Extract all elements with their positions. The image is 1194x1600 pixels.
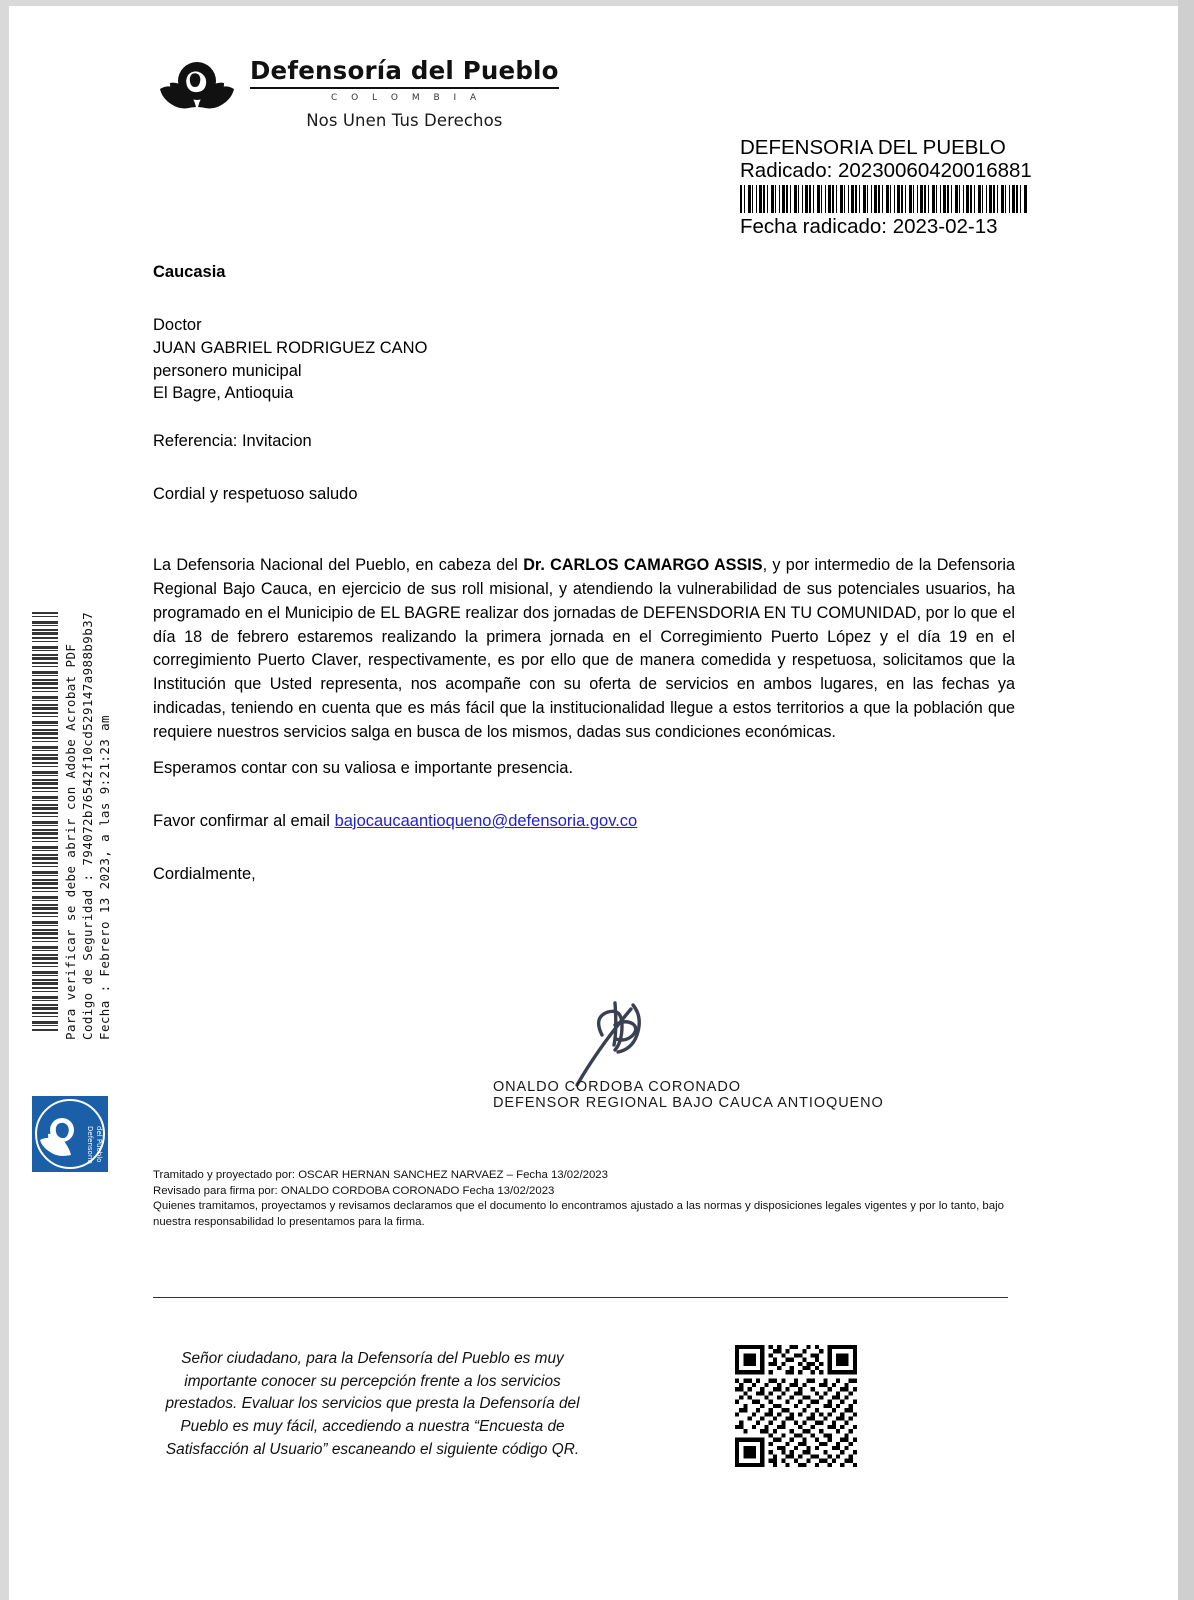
defensoria-seal-stamp-icon [32, 1096, 108, 1172]
paragraph-highlight-name: Dr. CARLOS CAMARGO ASSIS [523, 556, 763, 575]
letter-closing-line: Esperamos contar con su valiosa e importante presencia. [153, 759, 574, 777]
footer-divider [153, 1297, 1008, 1298]
letterhead-slogan: Nos Unen Tus Derechos [306, 110, 503, 130]
qr-code-icon[interactable] [735, 1345, 857, 1467]
processing-notes [153, 1168, 1013, 1231]
letterhead-title: Defensoría del Pueblo [250, 58, 559, 89]
recipient-place: El Bagre, Antioquia [153, 384, 294, 403]
page-edge-left [0, 0, 9, 1600]
sidebar-security-code: Codigo de Seguridad : 794072b76542f10cd529147a988b9b37 [80, 612, 95, 1040]
email-prefix-text: Favor confirmar al email [153, 812, 335, 830]
radicado-stamp [740, 136, 1030, 239]
stamp-radicado-number: Radicado: 20230060420016881 [740, 159, 1032, 183]
signature-name-block [493, 1079, 884, 1111]
sidebar-verify-note: Para verificar se debe abrir con Adobe Acrobat PDF [63, 643, 78, 1040]
signer-name: ONALDO CORDOBA CORONADO [493, 1079, 741, 1095]
svg-text:Defensoria: Defensoria [86, 1126, 94, 1164]
recipient-salutation: Doctor [153, 316, 202, 334]
sidebar-date: Fecha : Febrero 13 2023, a las 9:21:23 am [97, 715, 112, 1040]
page-edge-top [0, 0, 1194, 6]
handwritten-signature-icon [555, 985, 755, 1090]
svg-text:del Pueblo: del Pueblo [95, 1126, 103, 1163]
survey-invitation-text: Señor ciudadano, para la Defensoría del Pueblo es muy importante conocer su percepción frente a los servicios prestados. Evaluar los servicios que presta la Defensoría del Pueblo es muy fácil, accediendo a nuestra “Encuesta de Satisfacción al Usuario” escaneando el siguiente código QR. [165, 1350, 580, 1458]
note-processed-by: Tramitado y proyectado por: OSCAR HERNAN SANCHEZ NARVAEZ – Fecha 13/02/2023 [153, 1169, 608, 1181]
defensoria-crest-icon [158, 59, 236, 121]
paragraph-part-1: La Defensoria Nacional del Pueblo, en cabeza del [153, 556, 524, 575]
signer-title: DEFENSOR REGIONAL BAJO CAUCA ANTIOQUENO [493, 1095, 884, 1112]
stamp-fecha-radicado: Fecha radicado: 2023-02-13 [740, 215, 998, 239]
letter-reference: Referencia: Invitacion [153, 432, 312, 450]
letter-main-paragraph [153, 554, 1015, 745]
paragraph-part-2: , y por intermedio de la Defensoria Regional Bajo Cauca, en ejercicio de sus roll misional, y atendiendo la vulnerabilidad de sus potenciales usuarios, ha programado en el Municipio de EL BAGRE realizar dos jornadas de DEFENSDORIA EN TU COMUNIDAD, por lo que el día 18 de febrero estaremos realizando la primera jornada en el Corregimiento Puerto López y el día 19 en el corregimiento Puerto Claver, respectivamente, es por ello que de manera comedida y respetuosa, solicitamos que la Institución que Usted representa, nos acompañe con su oferta de servicios en ambos lugares, en las fechas ya indicadas, teniendo en cuenta que es más fácil que la institucionalidad llegue a estos territorios a que la población que requiere nuestros servicios salga en busca de los mismos, dadas sus condiciones económicas. [153, 556, 1015, 741]
letter-city: Caucasia [153, 263, 226, 281]
recipient-role: personero municipal [153, 361, 302, 380]
note-declaration: Quienes tramitamos, proyectamos y revisamos declaramos que el documento lo encontramos ajustado a las normas y disposiciones legales vigentes y por lo tanto, bajo nuestra responsabilidad lo presentamos para la firma. [153, 1200, 1004, 1229]
note-reviewed-by: Revisado para firma por: ONALDO CORDOBA CORONADO Fecha 13/02/2023 [153, 1184, 555, 1197]
letter-email-line [153, 812, 637, 831]
page-edge-right [1178, 0, 1194, 1600]
digital-signature-sidebar [32, 612, 114, 1040]
letterhead [158, 55, 559, 130]
recipient-name: JUAN GABRIEL RODRIGUEZ CANO [153, 338, 428, 357]
letter-greeting: Cordial y respetuoso saludo [153, 485, 358, 503]
barcode-icon [740, 185, 1028, 213]
recipient-block [153, 314, 427, 405]
contact-email-link[interactable]: bajocaucaantioqueno@defensoria.gov.co [334, 812, 638, 830]
letterhead-country: C O L O M B I A [330, 92, 482, 103]
stamp-entity: DEFENSORIA DEL PUEBLO [740, 136, 1006, 159]
vertical-barcode-icon [32, 612, 58, 1032]
letter-cordially: Cordialmente, [153, 865, 256, 883]
